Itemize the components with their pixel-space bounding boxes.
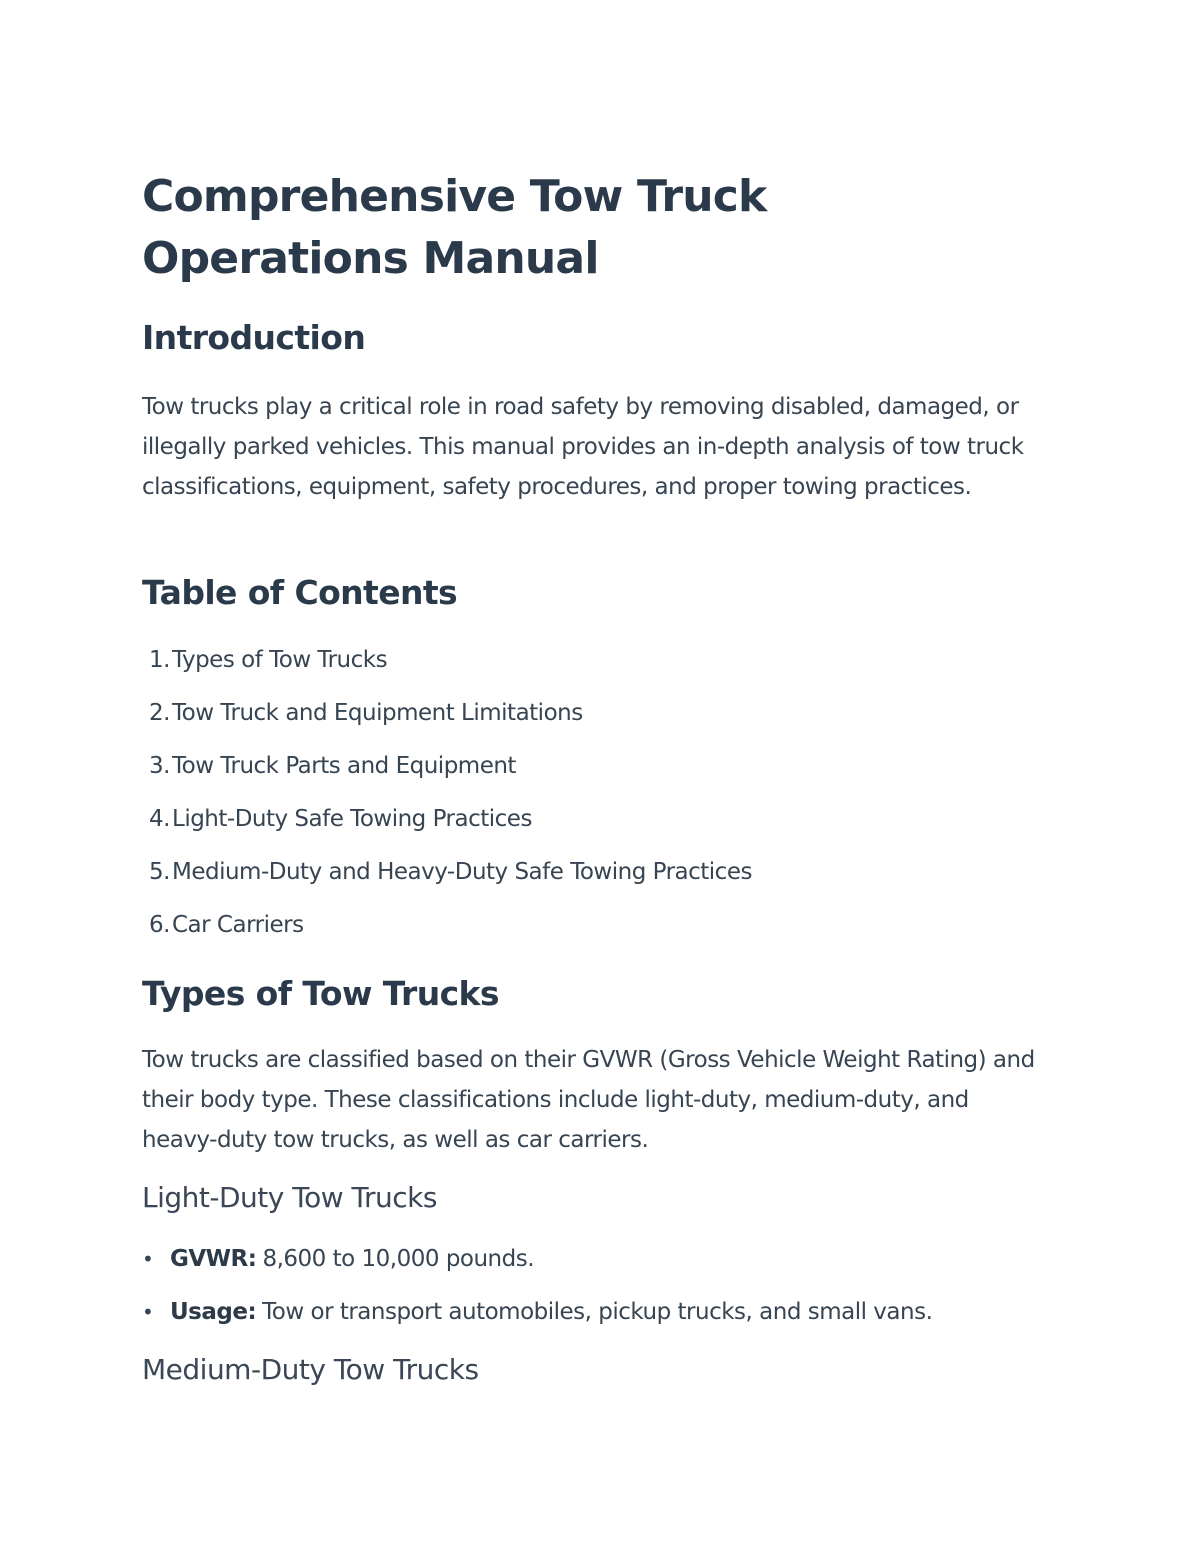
bullet-term: Usage: [170, 1299, 257, 1325]
light-duty-list [142, 1241, 1042, 1347]
toc-item-label: Light-Duty Safe Towing Practices [172, 806, 532, 832]
types-heading: Types of Tow Trucks [142, 974, 499, 1013]
medium-duty-heading: Medium-Duty Tow Trucks [142, 1353, 479, 1386]
toc-item-3[interactable]: 3. Tow Truck Parts and Equipment [142, 748, 1042, 801]
list-item [142, 1241, 1042, 1294]
toc-item-label: Medium-Duty and Heavy-Duty Safe Towing Practices [172, 859, 752, 885]
toc-heading: Table of Contents [142, 573, 458, 612]
bullet-icon: • [142, 1247, 154, 1271]
toc-item-6[interactable]: 6. Car Carriers [142, 907, 1042, 960]
bullet-term: GVWR: [170, 1246, 257, 1272]
bullet-text: 8,600 to 10,000 pounds. [262, 1246, 535, 1272]
introduction-paragraph: Tow trucks play a critical role in road safety by removing disabled, damaged, or illegally parked vehicles. This manual provides an in-depth analysis of tow truck classifications, equipment, safety procedures, and proper towing practices. [142, 394, 1024, 500]
introduction-heading: Introduction [142, 318, 366, 357]
toc-item-5[interactable]: 5. Medium-Duty and Heavy-Duty Safe Towing Practices [142, 854, 1042, 907]
bullet-text: Tow or transport automobiles, pickup trucks, and small vans. [262, 1299, 933, 1325]
document-title: Comprehensive Tow Truck Operations Manual [142, 171, 767, 284]
toc-item-1[interactable]: 1. Types of Tow Trucks [142, 642, 1042, 695]
toc-item-4[interactable]: 4. Light-Duty Safe Towing Practices [142, 801, 1042, 854]
toc-item-label: Types of Tow Trucks [172, 647, 388, 673]
list-item [142, 1294, 1042, 1347]
toc-list [142, 642, 1042, 960]
toc-item-label: Tow Truck Parts and Equipment [172, 753, 516, 779]
toc-item-2[interactable]: 2. Tow Truck and Equipment Limitations [142, 695, 1042, 748]
light-duty-heading: Light-Duty Tow Trucks [142, 1181, 437, 1214]
bullet-icon: • [142, 1300, 154, 1324]
toc-item-label: Tow Truck and Equipment Limitations [172, 700, 583, 726]
toc-item-label: Car Carriers [172, 912, 304, 938]
types-paragraph: Tow trucks are classified based on their GVWR (Gross Vehicle Weight Rating) and their body type. These classifications include light-duty, medium-duty, and heavy-duty tow trucks, as well as car carriers. [142, 1047, 1035, 1153]
